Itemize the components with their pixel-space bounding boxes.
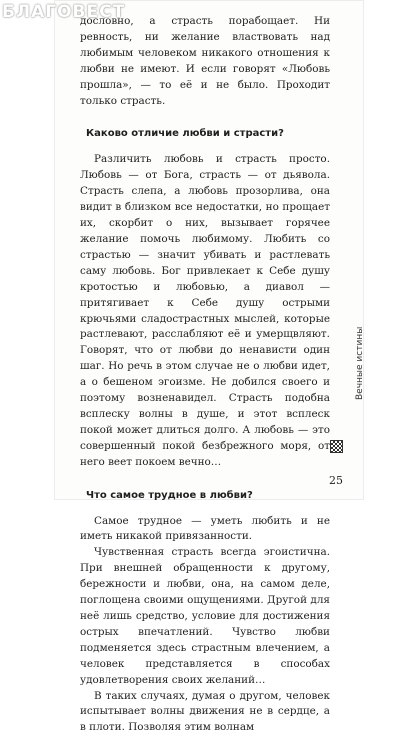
page-text — [80, 14, 330, 736]
page-number: 25 — [329, 474, 343, 487]
section-heading: Каково отличие любви и страсти? — [86, 128, 284, 140]
paragraph: Самое трудное — уметь любить и не иметь никакой привязанности. — [80, 514, 330, 543]
paragraph: Чувственная страсть всегда эгоистична. При внешней обращенности к другому, бережности и любви, она, на самом деле, поглощена своими ощущениями. Другой для неё лишь средство, условие для достижения острых впечатлений. Чувство любви подменяется здесь страстным влечением, а человек представляется в способах удовлетворения своих желаний… — [80, 546, 330, 686]
paragraph: дословно, а страсть порабощает. Ни ревность, ни желание властвовать над любимым человеком никакого отношения к любви не имеют. И если говорят «Любовь прошла», — то её и не было. Проходит только страсть. — [80, 15, 330, 107]
section-heading: Что самое трудное в любви? — [86, 489, 253, 501]
paragraph: Различить любовь и страсть просто. Любовь — от Бога, страсть — от дьявола. Страсть слепа, а любовь прозорлива, она видит в близком все недостатки, но прощает их, скорбит о них, вызывает горячее желание помочь любимому. Любить со страстью — значит убивать и растлевать саму любовь. Бог привлекает к Себе душу кротостью и любовью, а диавол — притягивает к Себе душу острыми крючьями сладострастных мыслей, которые растлевают, расслабляют её и умерщвляют. Говорят, что от любви до ненависти один шаг. Но речь в этом случае не о любви идет, а о бешеном эгоизме. Не добился своего и поэтому возненавидел. Страсть подобна всплеску волны в душе, и этот всплеск покой может длиться долго. А любовь — это совершенный покой безбрежного моря, от него веет покоем вечно… — [80, 153, 330, 468]
running-head: Вечные истины — [355, 326, 365, 400]
paragraph: В таких случаях, думая о другом, человек испытывает волны движения не в сердце, а в плоти. Позволяя этим волнам — [80, 689, 330, 734]
watermark: БЛАГОВЕСТ — [2, 2, 126, 22]
ornament-icon — [330, 440, 343, 453]
